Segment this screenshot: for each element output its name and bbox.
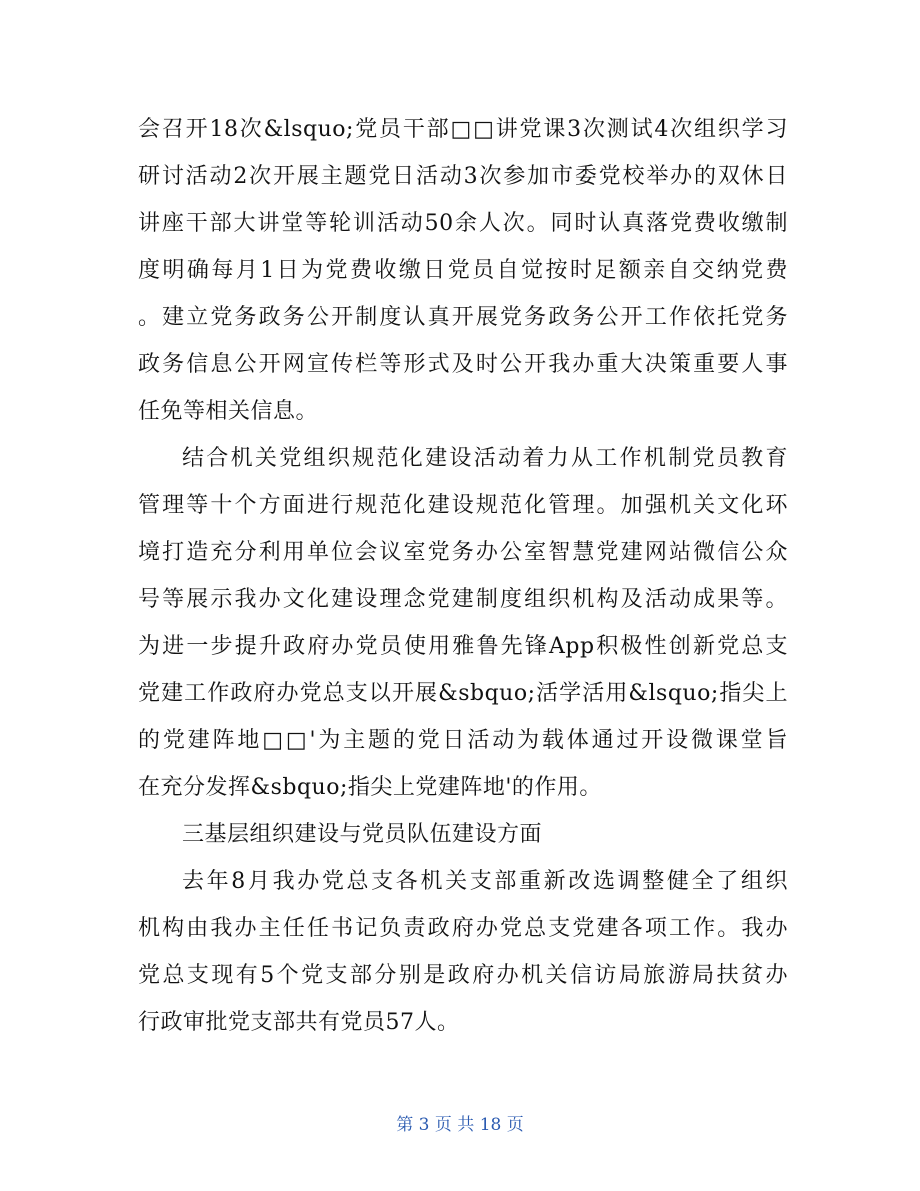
document-body [138,106,788,1046]
text-line: 行政审批党支部共有党员57人。 [138,1010,460,1035]
text-line: 结合机关党组织规范化建设活动着力从工作机制党员教育 [182,446,788,471]
text-line: 度明确每月1日为党费收缴日党员自觉按时足额亲自交纳党费 [138,258,788,283]
text-line: 号等展示我办文化建设理念党建制度组织机构及活动成果等。 [138,587,788,612]
text-line: 境打造充分利用单位会议室党务办公室智慧党建网站微信公众 [138,540,788,565]
text-line: 。建立党务政务公开制度认真开展党务政务公开工作依托党务 [138,305,788,330]
text-line: 党建工作政府办党总支以开展&sbquo;活学活用&lsquo;指尖上 [138,681,788,706]
text-line: 研讨活动2次开展主题党日活动3次参加市委党校举办的双休日 [138,164,788,189]
text-line: 讲座干部大讲堂等轮训活动50余人次。同时认真落党费收缴制 [138,211,788,236]
section-heading: 三基层组织建设与党员队伍建设方面 [182,822,543,847]
text-line: 为进一步提升政府办党员使用雅鲁先锋App积极性创新党总支 [138,634,788,659]
text-line: 管理等十个方面进行规范化建设规范化管理。加强机关文化环 [138,493,788,518]
page-number-footer: 第 3 页 共 18 页 [396,1115,524,1135]
text-line: 机构由我办主任任书记负责政府办党总支党建各项工作。我办 [138,916,788,941]
text-line: 会召开18次&lsquo;党员干部□□讲党课3次测试4次组织学习 [138,117,788,142]
text-line: 在充分发挥&sbquo;指尖上党建阵地'的作用。 [138,775,602,800]
text-line: 任免等相关信息。 [138,399,319,424]
text-line: 政务信息公开网宣传栏等形式及时公开我办重大决策重要人事 [138,352,788,377]
text-line: 的党建阵地□□'为主题的党日活动为载体通过开设微课堂旨 [138,728,788,753]
text-line: 党总支现有5个党支部分别是政府办机关信访局旅游局扶贫办 [138,963,788,988]
text-line: 去年8月我办党总支各机关支部重新改选调整健全了组织 [182,869,788,894]
